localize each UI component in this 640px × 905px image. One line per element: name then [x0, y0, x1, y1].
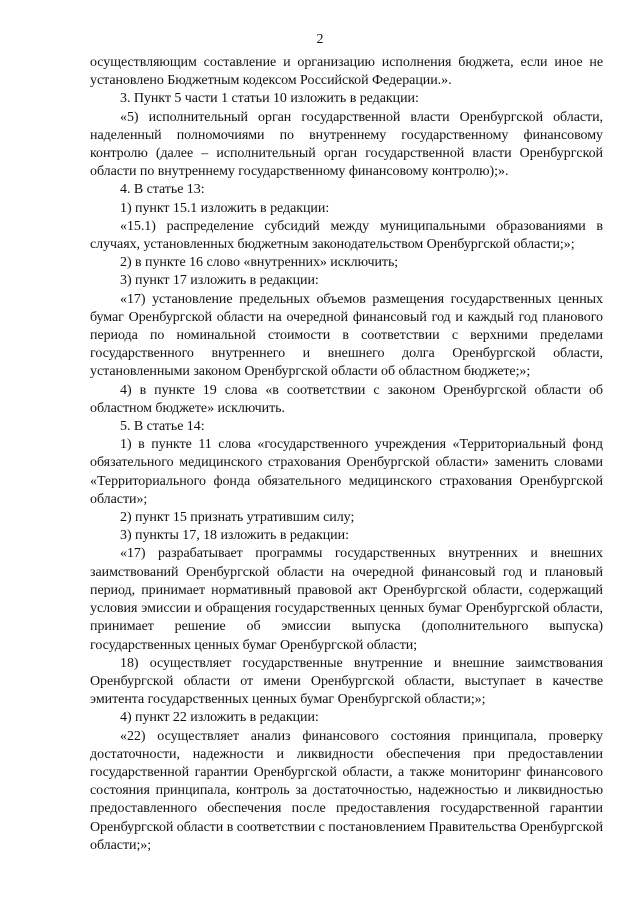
paragraph-subitem-2: 2) в пункте 16 слово «внутренних» исключить;: [120, 255, 399, 271]
page-number: 2: [316, 32, 324, 47]
paragraph-quote-22: «22) осуществляет анализ финансового состояния принципала, проверку достаточности, надежности и ликвидности обеспечения при предоставлении государственной гарантии Оренбургской области, а также мониторинг финансового состояния принципала, контроль за достаточностью, надежностью и ликвидностью предоставленного обеспечения после предоставления государственной гарантии Оренбургской области в соответствии с постановлением Правительства Оренбургской области;»;: [90, 728, 604, 853]
paragraph-quote-15-1: «15.1) распределение субсидий между муниципальными образованиями в случаях, установленных бюджетным законодательством Оренбургской области;»;: [90, 218, 603, 253]
paragraph-quote-18: 18) осуществляет государственные внутренние и внешние заимствования Оренбургской области от имени Оренбургской области, выступает в качестве эмитента государственных ценных бумаг Оренбургской области;»;: [90, 655, 603, 708]
paragraph-item-5: 5. В статье 14:: [120, 419, 205, 435]
paragraph-subitem-3: 3) пункт 17 изложить в редакции:: [120, 273, 319, 289]
paragraph-quote-17b: «17) разрабатывает программы государственных внутренних и внешних заимствований Оренбургской области на очередной финансовый год и плановый период, принимает нормативный правовой акт Оренбургской области, содержащий условия эмиссии и обращения государственных ценных бумаг Оренбургской области, принимает решение об эмиссии выпуска (дополнительного выпуска) государственных ценных бумаг Оренбургской области;: [90, 546, 603, 653]
paragraph-quote-5: «5) исполнительный орган государственной власти Оренбургской области, наделенный полномочиями по внутреннему государственному финансовому контролю (далее – исполнительный орган государственной власти Оренбургской области по внутреннему государственному финансовому контролю);».: [90, 109, 603, 180]
paragraph-subitem-1: 1) пункт 15.1 изложить в редакции:: [120, 200, 330, 216]
paragraph-continuation: осуществляющим составление и организацию исполнения бюджета, если иное не установлено Бюджетным кодексом Российской Федерации.».: [90, 55, 603, 89]
paragraph-quote-17: «17) установление предельных объемов размещения государственных ценных бумаг Оренбургской области на очередной финансовый год и каждый год планового периода по номинальной стоимости в соответствии с верхними пределами государственного внутреннего и внешнего долга Оренбургской области, установленными законом Оренбургской области об областном бюджете;»;: [90, 291, 603, 380]
paragraph-item-3: 3. Пункт 5 части 1 статьи 10 изложить в редакции:: [120, 91, 419, 107]
paragraph-item-4: 4. В статье 13:: [120, 182, 205, 198]
paragraph-subitem-1b: 1) в пункте 11 слова «государственного учреждения «Территориальный фонд обязательного медицинского страхования Оренбургской области» заменить словами «Территориального фонда обязательного медицинского страхования Оренбургской области»;: [90, 437, 603, 507]
paragraph-subitem-3b: 3) пункты 17, 18 изложить в редакции:: [120, 528, 349, 544]
document-body: [90, 54, 603, 855]
paragraph-subitem-2b: 2) пункт 15 признать утратившим силу;: [120, 510, 355, 526]
paragraph-subitem-4: 4) в пункте 19 слова «в соответствии с законом Оренбургской области об областном бюджете» исключить.: [90, 382, 603, 416]
paragraph-subitem-4b: 4) пункт 22 изложить в редакции:: [120, 710, 319, 726]
